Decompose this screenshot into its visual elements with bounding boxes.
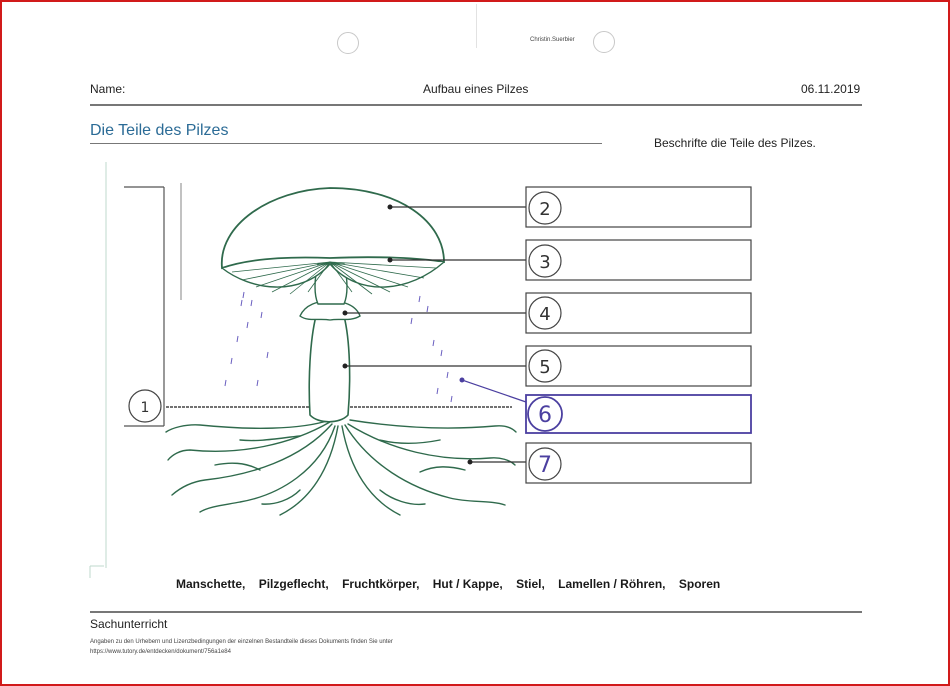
word-bank-item: Stiel, xyxy=(516,577,545,591)
section-heading: Die Teile des Pilzes xyxy=(90,122,229,139)
answer-boxes xyxy=(526,187,751,483)
word-bank-item: Pilzgeflecht, xyxy=(258,577,329,591)
name-label: Name: xyxy=(90,82,126,96)
instruction-text: Beschrifte die Teile des Pilzes. xyxy=(654,136,816,150)
mushroom-stem xyxy=(309,316,349,422)
footer-rule xyxy=(90,611,862,613)
number-6: 6 xyxy=(538,403,552,428)
number-3: 3 xyxy=(539,252,551,273)
mycelium xyxy=(166,420,516,515)
word-bank-item: Hut / Kappe, xyxy=(432,577,503,591)
worksheet-date: 06.11.2019 xyxy=(801,82,861,96)
bracket-1 xyxy=(124,183,181,426)
author-label: Christin.Suerbier xyxy=(530,37,575,43)
number-7: 7 xyxy=(538,453,552,478)
number-4: 4 xyxy=(539,304,551,325)
number-5: 5 xyxy=(539,357,551,378)
word-bank-item: Sporen xyxy=(678,577,721,591)
number-1: 1 xyxy=(140,400,150,416)
subject-label: Sachunterricht xyxy=(90,617,168,631)
word-bank-item: Lamellen / Röhren, xyxy=(558,577,666,591)
mushroom-cap xyxy=(222,188,444,268)
word-bank-item: Manschette, xyxy=(176,577,246,591)
word-bank-item: Fruchtkörper, xyxy=(342,577,420,591)
number-2: 2 xyxy=(539,199,551,220)
attribution-text: Angaben zu den Urhebern und Lizenzbedingungen der einzelnen Bestandteile dieses Dokuments finden Sie unter xyxy=(90,639,393,645)
attribution-link[interactable]: https://www.tutory.de/entdecken/dokument/756a1e84 xyxy=(90,649,231,655)
worksheet-title: Aufbau eines Pilzes xyxy=(423,82,529,96)
word-bank xyxy=(176,577,730,591)
